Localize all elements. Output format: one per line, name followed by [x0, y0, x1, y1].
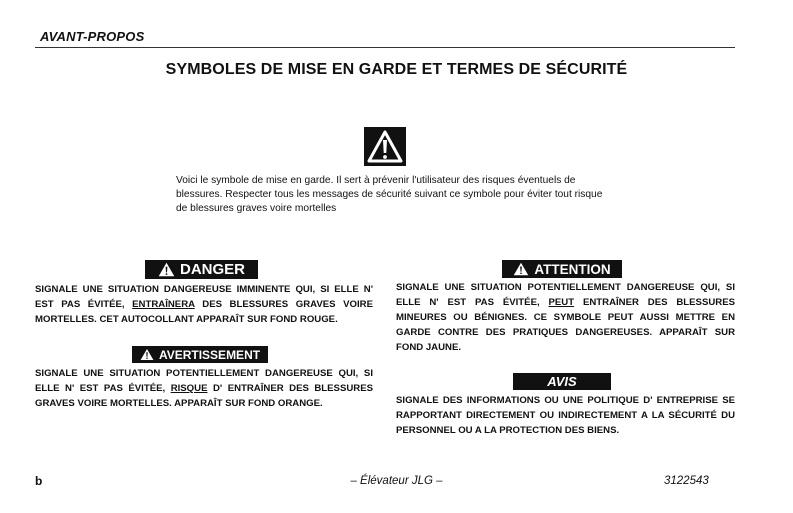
caution-emphasis: PEUT — [548, 296, 575, 308]
caution-description: SIGNALE UNE SITUATION POTENTIELLEMENT DANGEREUSE QUI, SI ELLE N' EST PAS ÉVITÉE, PEUT ENTRAÎNER DES BLESSURES MINEURES OU BÉNIGNES. CE SYMBOLE PEUT AUSSI METTRE EN GARDE CONTRE DES PRATIQUES DANGEREUSES. APPARAÎT SUR FOND JAUNE. — [396, 282, 736, 353]
warning-emphasis: RISQUE — [170, 382, 208, 394]
header-divider — [35, 47, 735, 48]
warning-triangle-icon — [140, 348, 154, 361]
document-number: 3122543 — [664, 475, 709, 487]
danger-label — [145, 260, 258, 279]
footer-title: – Élévateur JLG – — [350, 475, 443, 487]
danger-label-text: DANGER — [179, 261, 245, 278]
notice-label-text: AVIS — [547, 374, 577, 389]
section-label: AVANT-PROPOS — [40, 29, 145, 44]
page-number: b — [35, 474, 43, 488]
warning-label-text: AVERTISSEMENT — [158, 347, 261, 362]
warning-triangle-icon — [513, 262, 529, 276]
danger-emphasis: ENTRAÎNERA — [132, 298, 195, 310]
page-title: SYMBOLES DE MISE EN GARDE ET TERMES DE SÉCURITÉ — [165, 61, 628, 78]
notice-label — [513, 373, 611, 390]
intro-text: Voici le symbole de mise en garde. Il sert à prévenir l'utilisateur des risques éventuels de blessures. Respecter tous les messages de sécurité suivant ce symbole pour éviter tout risque de blessures graves voire mortelles — [176, 175, 603, 214]
warning-triangle-icon — [158, 262, 175, 277]
caution-label-text: ATTENTION — [534, 261, 611, 277]
danger-description: SIGNALE UNE SITUATION DANGEREUSE IMMINENTE QUI, SI ELLE N' EST PAS ÉVITÉE, ENTRAÎNERA DES BLESSURES GRAVES VOIRE MORTELLES. CET AUTOCOLLANT APPARAÎT SUR FOND ROUGE. — [35, 284, 373, 325]
caution-label — [502, 260, 622, 278]
warning-description: SIGNALE UNE SITUATION POTENTIELLEMENT DANGEREUSE QUI, SI ELLE N' EST PAS ÉVITÉE, RISQUE D' ENTRAÎNER DES BLESSURES GRAVES VOIRE MORTELLES. APPARAÎT SUR FOND ORANGE. — [35, 368, 374, 409]
warning-triangle-icon — [364, 127, 406, 166]
notice-description: SIGNALE DES INFORMATIONS OU UNE POLITIQUE D' ENTREPRISE SE RAPPORTANT DIRECTEMENT OU INDIRECTEMENT A LA SÉCURITÉ DU PERSONNEL OU A LA PROTECTION DES BIENS. — [396, 395, 735, 436]
warning-label — [132, 346, 268, 363]
